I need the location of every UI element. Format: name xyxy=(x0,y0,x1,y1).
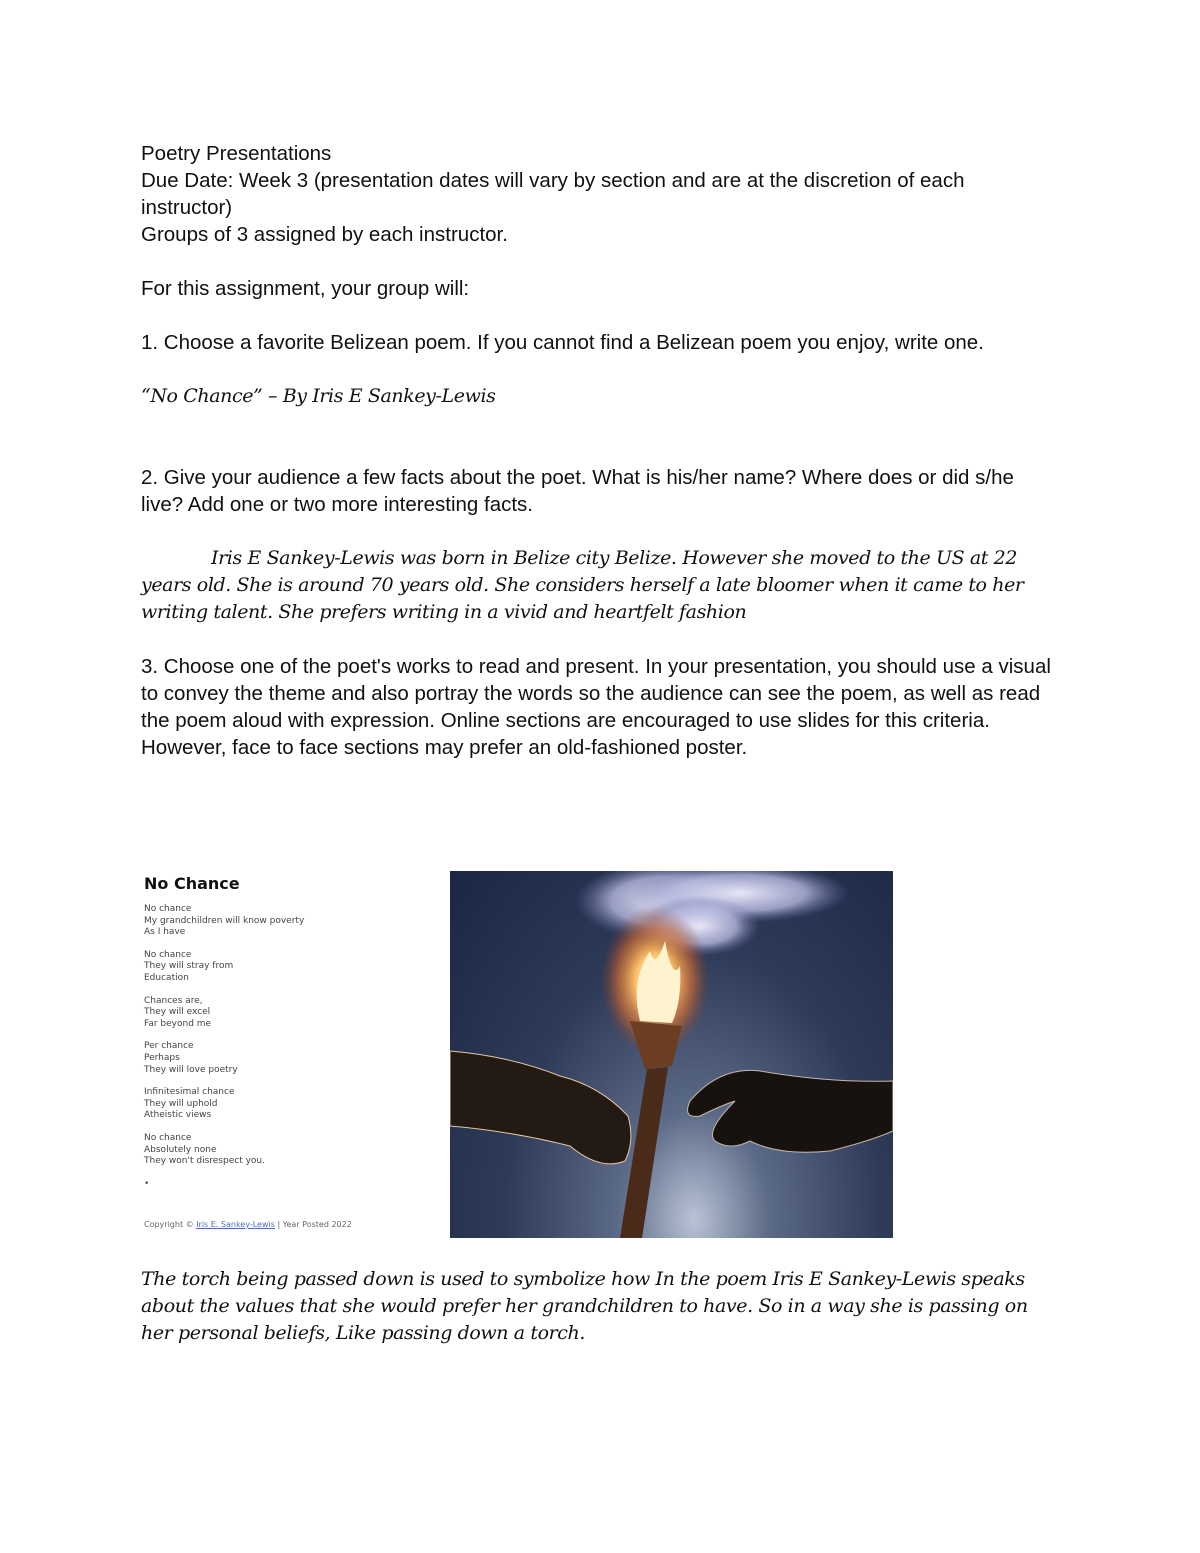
poem-line: They won't disrespect you. xyxy=(144,1156,265,1167)
conclusion-block xyxy=(141,1266,1061,1347)
poem-line: Far beyond me xyxy=(144,1018,212,1029)
poem-line: They will stray from xyxy=(144,961,234,972)
figures-row xyxy=(141,870,901,1240)
torch-passing-icon xyxy=(450,871,893,1238)
poem-line: No chance xyxy=(144,1132,192,1143)
poem-line: No chance xyxy=(144,904,192,914)
torch-photo xyxy=(450,871,893,1238)
poem-line: My grandchildren will know poverty xyxy=(144,915,305,926)
poem-stanza xyxy=(144,1041,304,1076)
poem-line: Perhaps xyxy=(144,1052,180,1063)
poem-line: They will excel xyxy=(144,1007,211,1018)
poem-stanza xyxy=(144,904,304,939)
poem-stanza xyxy=(144,1087,304,1122)
poem-line: They will love poetry xyxy=(144,1064,238,1075)
poem-body xyxy=(144,904,304,1190)
poem-line: Chances are, xyxy=(144,995,203,1006)
poem-copyright xyxy=(144,1220,352,1229)
poem-title: No Chance xyxy=(144,874,240,893)
document-page xyxy=(141,140,1061,761)
poem-line: Per chance xyxy=(144,1041,194,1052)
poem-line: Absolutely none xyxy=(144,1144,217,1155)
step-3: 3. Choose one of the poet's works to read and present. In your presentation, you should use a visual to convey the theme and also portray the words so the audience can see the poem, as well as read the poem aloud with expression. Online sections are encouraged to use slides for this criteria. However, face to face sections may prefer an old-fashioned poster. xyxy=(141,655,1051,759)
groups-note: Groups of 3 assigned by each instructor. xyxy=(141,223,508,246)
copyright-suffix: | Year Posted 2022 xyxy=(277,1220,352,1229)
poem-stanza xyxy=(144,996,304,1031)
poem-stanza xyxy=(144,950,304,985)
intro-line: For this assignment, your group will: xyxy=(141,277,470,300)
answer-1: “No Chance” – By Iris E Sankey-Lewis xyxy=(141,385,496,407)
poem-stanza xyxy=(144,1133,304,1168)
copyright-prefix: Copyright © xyxy=(144,1220,194,1229)
due-date: Due Date: Week 3 (presentation dates will vary by section and are at the discretion of each instructor) xyxy=(141,169,965,219)
poem-line: They will uphold xyxy=(144,1098,218,1109)
poem-line: As I have xyxy=(144,927,186,938)
poem-line: Atheistic views xyxy=(144,1110,212,1121)
step-2: 2. Give your audience a few facts about the poet. What is his/her name? Where does or did s/he live? Add one or two more interesting facts. xyxy=(141,466,1014,516)
poem-image xyxy=(141,870,441,1238)
poem-line: Infinitesimal chance xyxy=(144,1087,235,1098)
poem-line: No chance xyxy=(144,949,192,960)
answer-2: Iris E Sankey-Lewis was born in Belize city Belize. However she moved to the US at 22 years old. She is around 70 years old. She considers herself a late bloomer when it came to her writing talent. She prefers writing in a vivid and heartfelt fashion xyxy=(141,547,1024,623)
step-1: 1. Choose a favorite Belizean poem. If you cannot find a Belizean poem you enjoy, write one. xyxy=(141,331,984,354)
answer-3: The torch being passed down is used to symbolize how In the poem Iris E Sankey-Lewis speaks about the values that she would prefer her grandchildren to have. So in a way she is passing on her personal beliefs, Like passing down a torch. xyxy=(141,1268,1028,1344)
author-link[interactable]: Iris E. Sankey-Lewis xyxy=(196,1220,275,1229)
bullet-icon: • xyxy=(144,1178,150,1189)
doc-title: Poetry Presentations xyxy=(141,142,332,165)
poem-line: Education xyxy=(144,972,189,983)
